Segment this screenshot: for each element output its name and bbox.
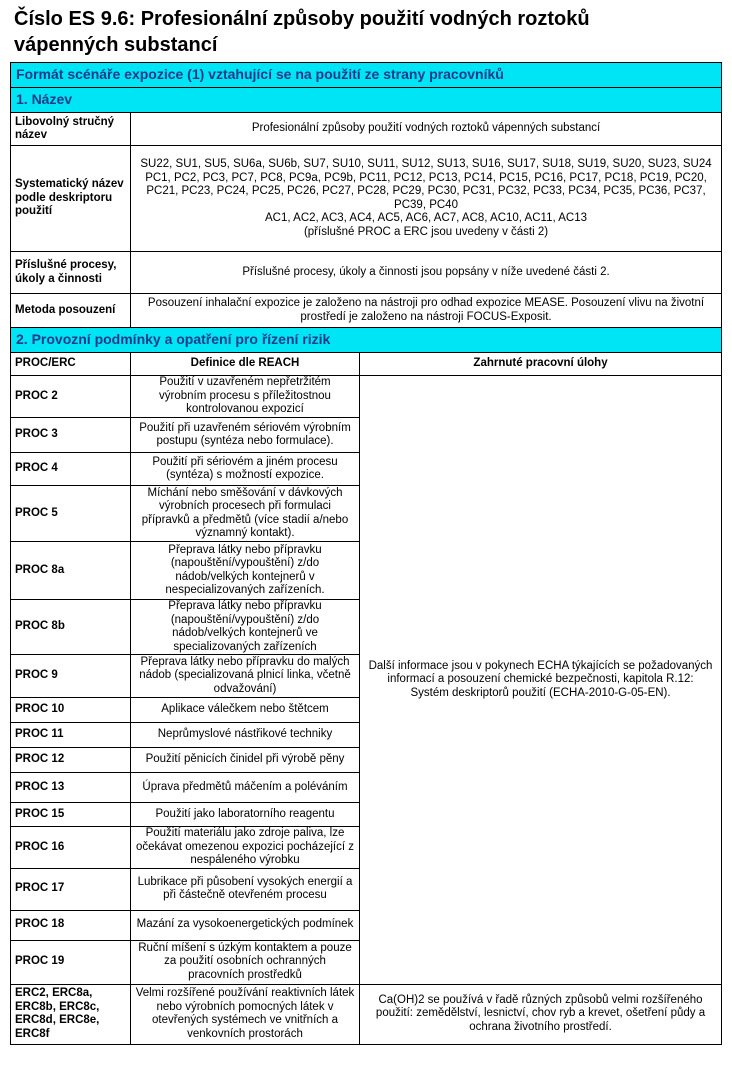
page-title [14,6,714,58]
proc-code: PROC 3 [11,418,131,453]
column-header-definition: Definice dle REACH [131,353,360,376]
proc-definition: Použití jako laboratorního reagentu [131,803,360,827]
band-format: Formát scénáře expozice (1) vztahující se na použití ze strany pracovníků [11,63,722,88]
processes-value: Příslušné procesy, úkoly a činnosti jsou popsány v níže uvedené části 2. [131,252,722,294]
erc-definition: Velmi rozšířené používání reaktivních látek nebo výrobních pomocných látek v otevřených systémech ve vnitřních a venkovních prostorách [131,984,360,1044]
proc-erc-note: (příslušné PROC a ERC jsou uvedeny v části 2) [303,225,549,238]
proc-code: PROC 4 [11,453,131,486]
proc-code: PROC 15 [11,803,131,827]
proc-definition: Ruční míšení s úzkým kontaktem a pouze za použití osobních ochranných pracovních prostředků [131,940,360,984]
proc-definition: Míchání nebo směšování v dávkových výrobních procesech při formulaci přípravků a předmětů (více stadií a/nebo významný kontakt). [131,486,360,542]
erc-tasks: Ca(OH)2 se používá v řadě různých způsobů velmi rozšířeného použití: zemědělství, lesnictví, chov ryb a krevet, ošetření půdy a ochrana životního prostředí. [360,984,722,1044]
proc-definition: Použití materiálu jako zdroje paliva, lze očekávat omezenou expozici pocházející z nespáleného výrobku [131,827,360,869]
proc-definition: Neprůmyslové nástřikové techniky [131,723,360,748]
proc-definition: Aplikace válečkem nebo štětcem [131,698,360,723]
proc-code: PROC 19 [11,940,131,984]
proc-definition: Mazání za vysokoenergetických podmínek [131,910,360,940]
proc-code: PROC 2 [11,376,131,418]
method-label: Metoda posouzení [11,294,131,328]
proc-definition: Použití při sériovém a jiném procesu (syntéza) s možností expozice. [131,453,360,486]
proc-code: PROC 13 [11,773,131,803]
proc-code: PROC 5 [11,486,131,542]
proc-definition: Přeprava látky nebo přípravku (napouštění/vypouštění) z/do nádob/velkých kontejnerů v nespecializovaných zařízeních. [131,542,360,600]
proc-definition: Použití při uzavřeném sériovém výrobním postupu (syntéza nebo formulace). [131,418,360,453]
proc-code: PROC 8b [11,600,131,655]
proc-definition: Použití pěnicích činidel při výrobě pěny [131,748,360,773]
pc-codes: PC1, PC2, PC3, PC7, PC8, PC9a, PC9b, PC11, PC12, PC13, PC14, PC15, PC16, PC17, PC18, PC19, PC20, PC21, PC23, PC24, PC25, PC26, PC27, PC28, PC29, PC30, PC31, PC32, PC33, PC34, PC35, PC36, PC37, PC39, PC40 [145,171,707,211]
title-line-1: Číslo ES 9.6: Profesionální způsoby použití vodných roztoků [14,8,590,30]
ac-codes: AC1, AC2, AC3, AC4, AC5, AC6, AC7, AC8, AC10, AC11, AC13 [265,212,587,224]
proc-code: PROC 8a [11,542,131,600]
proc-definition: Úprava předmětů máčením a poléváním [131,773,360,803]
table-row [11,376,722,418]
title-line-2: vápenných substancí [14,34,218,56]
proc-code: PROC 9 [11,655,131,698]
free-name-label: Libovolný stručný název [11,113,131,146]
proc-definition: Použití v uzavřeném nepřetržitém výrobním procesu s příležitostnou kontrolovanou expozicí [131,376,360,418]
band-conditions: 2. Provozní podmínky a opatření pro řízení rizik [11,328,722,353]
proc-definition: Přeprava látky nebo přípravku do malých nádob (specializovaná plnicí linka, včetně odvažování) [131,655,360,698]
proc-definition: Lubrikace při působení vysokých energií a při částečně otevřeném procesu [131,868,360,910]
systematic-name-label: Systematický název podle deskriptoru použití [11,146,131,252]
method-value: Posouzení inhalační expozice je založeno na nástroji pro odhad expozice MEASE. Posouzení vlivu na životní prostředí je založeno na nástroji FOCUS-Exposit. [131,294,722,328]
free-name-value: Profesionální způsoby použití vodných roztoků vápenných substancí [131,113,722,146]
proc-code: PROC 17 [11,868,131,910]
proc-code: PROC 12 [11,748,131,773]
proc-definition: Přeprava látky nebo přípravku (napouštění/vypouštění) z/do nádob/velkých kontejnerů ve specializovaných zařízeních [131,600,360,655]
proc-code: PROC 18 [11,910,131,940]
proc-code: PROC 11 [11,723,131,748]
su-codes: SU22, SU1, SU5, SU6a, SU6b, SU7, SU10, SU11, SU12, SU13, SU16, SU17, SU18, SU19, SU20, SU23, SU24 [140,158,712,170]
column-header-tasks: Zahrnuté pracovní úlohy [360,353,722,376]
proc-code: PROC 10 [11,698,131,723]
processes-label: Příslušné procesy, úkoly a činnosti [11,252,131,294]
systematic-name-value [131,146,722,252]
proc-code: PROC 16 [11,827,131,869]
erc-codes: ERC2, ERC8a, ERC8b, ERC8c, ERC8d, ERC8e, ERC8f [11,984,131,1044]
column-header-code: PROC/ERC [11,353,131,376]
erc-row [11,984,722,1044]
exposure-scenario-table [10,62,722,1045]
proc-tasks-info: Další informace jsou v pokynech ECHA týkajících se požadovaných informací a posouzení chemické bezpečnosti, kapitola R.12: Systém deskriptorů použití (ECHA-2010-G-05-EN). [360,376,722,985]
band-name: 1. Název [11,88,722,113]
